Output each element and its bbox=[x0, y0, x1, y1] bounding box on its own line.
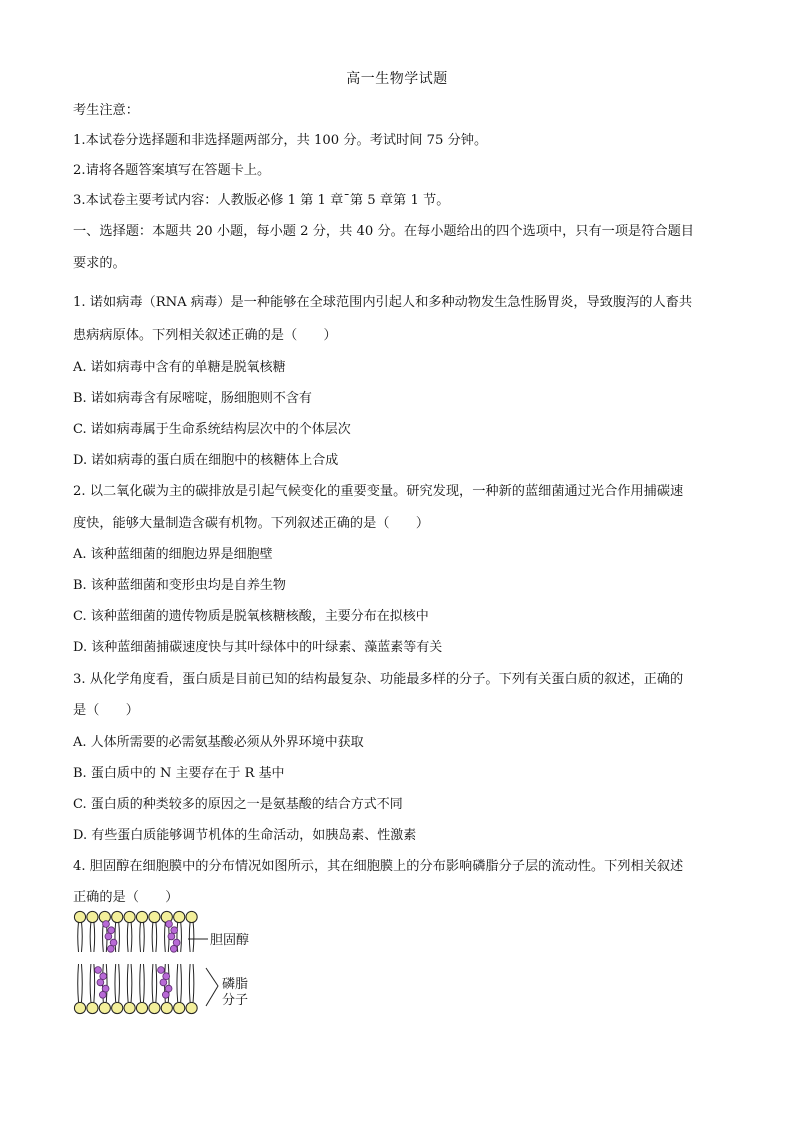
cholesterol-ring bbox=[108, 927, 115, 934]
cholesterol-ring bbox=[171, 927, 178, 934]
lipid-tail bbox=[119, 964, 120, 1002]
phospholipid-head bbox=[186, 911, 197, 922]
phospholipid-head bbox=[112, 1002, 123, 1013]
question-2-stem-line2: 度快，能够大量制造含碳有机物。下列叙述正确的是（ ） bbox=[73, 516, 430, 531]
phospholipid-head bbox=[149, 911, 160, 922]
question-3-option-d: D. 有些蛋白质能够调节机体的生命活动，如胰岛素、性激素 bbox=[73, 828, 417, 843]
phospholipid-head bbox=[87, 1002, 98, 1013]
cholesterol-ring bbox=[110, 939, 117, 946]
cholesterol-ring bbox=[100, 973, 107, 980]
lipid-tail bbox=[152, 922, 153, 952]
lipid-tail bbox=[78, 922, 79, 952]
lipid-tail bbox=[78, 964, 79, 1002]
lipid-tail bbox=[127, 964, 128, 1002]
question-2-option-a: A. 该种蓝细菌的细胞边界是细胞壁 bbox=[73, 547, 273, 562]
membrane-cholesterol-figure bbox=[70, 908, 290, 1018]
phospholipid-bottom bbox=[136, 964, 147, 1014]
lipid-tail bbox=[165, 922, 166, 952]
phospholipid-top bbox=[74, 911, 85, 952]
phospholipid-bottom bbox=[112, 964, 123, 1014]
lipid-tail bbox=[115, 922, 116, 952]
figure-labels bbox=[188, 932, 249, 1008]
cholesterol-ring bbox=[165, 985, 172, 992]
question-3-stem-line2: 是（ ） bbox=[73, 703, 139, 718]
question-1-option-d: D. 诺如病毒的蛋白质在细胞中的核糖体上合成 bbox=[73, 453, 339, 468]
phospholipid-head bbox=[74, 1002, 85, 1013]
cholesterol-ring bbox=[102, 985, 109, 992]
cholesterol-ring bbox=[162, 991, 169, 998]
lipid-tail bbox=[131, 922, 132, 952]
lipid-tail bbox=[193, 964, 194, 1002]
phospholipid-bottom bbox=[74, 964, 85, 1014]
section-instruction-line2: 要求的。 bbox=[73, 256, 126, 271]
phospholipid-top bbox=[124, 911, 135, 952]
phospholipid-head bbox=[99, 1002, 110, 1013]
lipid-tail bbox=[156, 922, 157, 952]
cholesterol-ring bbox=[158, 967, 165, 974]
phospholipid-top bbox=[87, 911, 98, 952]
lipid-tail bbox=[181, 964, 182, 1002]
question-1-stem-line2: 患病病原体。下列相关叙述正确的是（ ） bbox=[73, 328, 337, 343]
cholesterol-ring bbox=[173, 939, 180, 946]
cholesterol-ring bbox=[166, 921, 173, 928]
cholesterol-ring bbox=[99, 991, 106, 998]
phospholipid-head bbox=[124, 911, 135, 922]
cholesterol-ring bbox=[168, 933, 175, 940]
phospholipid-head bbox=[112, 911, 123, 922]
phospholipid-pointer-bracket bbox=[206, 968, 218, 1006]
question-1-option-c: C. 诺如病毒属于生命系统结构层次中的个体层次 bbox=[73, 422, 351, 437]
question-4-stem-line2: 正确的是（ ） bbox=[73, 890, 179, 905]
lipid-tail bbox=[140, 964, 141, 1002]
lipid-tail bbox=[181, 922, 182, 952]
lipid-tail bbox=[189, 922, 190, 952]
lipid-tail bbox=[119, 922, 120, 952]
question-3-stem-line1: 3. 从化学角度看，蛋白质是目前已知的结构最复杂、功能最多样的分子。下列有关蛋白质的叙述，正确的 bbox=[73, 672, 684, 687]
phospholipid-top bbox=[186, 911, 197, 952]
notice-item-3: 3.本试卷主要考试内容：人教版必修 1 第 1 章ˉ第 5 章第 1 节。 bbox=[73, 193, 450, 208]
cholesterol-ring bbox=[95, 967, 102, 974]
phospholipid-head bbox=[174, 911, 185, 922]
lipid-tail bbox=[82, 922, 83, 952]
question-2-option-b: B. 该种蓝细菌和变形虫均是自养生物 bbox=[73, 578, 286, 593]
cholesterol-ring bbox=[105, 933, 112, 940]
lipid-tail bbox=[152, 964, 153, 1002]
phospholipid-bottom bbox=[186, 964, 197, 1014]
lipid-tail bbox=[156, 964, 157, 1002]
cholesterol-ring bbox=[160, 979, 167, 986]
cholesterol-ring bbox=[103, 921, 110, 928]
phospholipid-bottom bbox=[124, 964, 135, 1014]
lipid-tail bbox=[177, 964, 178, 1002]
label-phospholipid-line1: 磷脂 bbox=[222, 977, 249, 992]
section-instruction-line1: 一、选择题：本题共 20 小题，每小题 2 分，共 40 分。在每小题给出的四个选项中，只有一项是符合题目 bbox=[73, 224, 694, 239]
lipid-tail bbox=[115, 964, 116, 1002]
question-3-option-b: B. 蛋白质中的 N 主要存在于 R 基中 bbox=[73, 766, 285, 781]
phospholipid-head bbox=[136, 911, 147, 922]
question-1-option-a: A. 诺如病毒中含有的单糖是脱氧核糖 bbox=[73, 360, 286, 375]
question-3-option-a: A. 人体所需要的必需氨基酸必须从外界环境中获取 bbox=[73, 735, 364, 750]
phospholipid-bilayer bbox=[74, 911, 197, 1013]
phospholipid-head bbox=[74, 911, 85, 922]
phospholipid-top bbox=[149, 911, 160, 952]
notice-item-2: 2.请将各题答案填写在答题卡上。 bbox=[73, 163, 271, 178]
question-1-option-b: B. 诺如病毒含有尿嘧啶，肠细胞则不含有 bbox=[73, 391, 312, 406]
lipid-tail bbox=[193, 922, 194, 952]
lipid-tail bbox=[127, 922, 128, 952]
lipid-tail bbox=[144, 922, 145, 952]
phospholipid-head bbox=[87, 911, 98, 922]
phospholipid-head bbox=[186, 1002, 197, 1013]
phospholipid-top bbox=[136, 911, 147, 952]
cholesterol-ring bbox=[107, 945, 114, 952]
label-cholesterol: 胆固醇 bbox=[210, 933, 250, 948]
question-2-option-d: D. 该种蓝细菌捕碳速度快与其叶绿体中的叶绿素、藻蓝素等有关 bbox=[73, 640, 443, 655]
phospholipid-head bbox=[124, 1002, 135, 1013]
lipid-tail bbox=[90, 922, 91, 952]
notice-item-1: 1.本试卷分选择题和非选择题两部分，共 100 分。考试时间 75 分钟。 bbox=[73, 133, 488, 148]
lipid-tail bbox=[131, 964, 132, 1002]
lipid-tail bbox=[189, 964, 190, 1002]
cholesterol-ring bbox=[170, 945, 177, 952]
lipid-tail bbox=[140, 922, 141, 952]
question-2-option-c: C. 该种蓝细菌的遗传物质是脱氧核糖核酸，主要分布在拟核中 bbox=[73, 609, 429, 624]
question-1-stem-line1: 1. 诺如病毒（RNA 病毒）是一种能够在全球范围内引起人和多种动物发生急性肠胃炎，导致腹泻的人畜共 bbox=[73, 295, 693, 310]
lipid-tail bbox=[94, 922, 95, 952]
lipid-tail bbox=[82, 964, 83, 1002]
exam-title: 高一生物学试题 bbox=[346, 71, 448, 87]
phospholipid-head bbox=[136, 1002, 147, 1013]
phospholipid-bottom bbox=[174, 964, 185, 1014]
phospholipid-head bbox=[161, 1002, 172, 1013]
question-4-stem-line1: 4. 胆固醇在细胞膜中的分布情况如图所示，其在细胞膜上的分布影响磷脂分子层的流动性。下列相关叙述 bbox=[73, 859, 684, 874]
lipid-tail bbox=[106, 964, 107, 1002]
cholesterol-ring bbox=[163, 973, 170, 980]
phospholipid-head bbox=[149, 1002, 160, 1013]
lipid-tail bbox=[90, 964, 91, 1002]
question-2-stem-line1: 2. 以二氧化碳为主的碳排放是引起气候变化的重要变量。研究发现，一种新的蓝细菌通过光合作用捕碳速 bbox=[73, 484, 684, 499]
label-phospholipid-line2: 分子 bbox=[222, 993, 249, 1008]
cholesterol-ring bbox=[97, 979, 104, 986]
lipid-tail bbox=[144, 964, 145, 1002]
question-3-option-c: C. 蛋白质的种类较多的原因之一是氨基酸的结合方式不同 bbox=[73, 797, 403, 812]
notice-heading: 考生注意： bbox=[73, 103, 139, 118]
phospholipid-head bbox=[174, 1002, 185, 1013]
